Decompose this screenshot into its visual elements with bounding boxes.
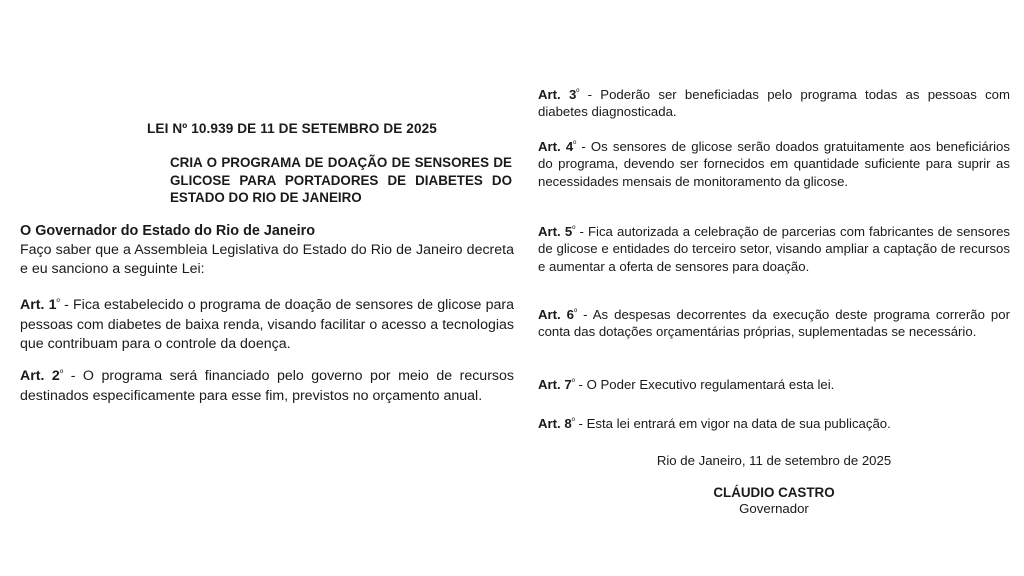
article-7: [538, 374, 1010, 393]
article-4-ordinal: º: [573, 139, 577, 149]
article-1-label: Art. 1: [20, 297, 57, 314]
article-1-text: - Fica estabelecido o programa de doação de sensores de glicose para pessoas com diabetes de baixa renda, visando facilitar o acesso a tecnologias que contribuam para o controle da doença.: [20, 297, 514, 353]
article-2-text: - O programa será financiado pelo governo por meio de recursos destinados especificamente para esse fim, previstos no orçamento anual.: [20, 368, 514, 404]
article-6: [538, 304, 1010, 341]
article-6-ordinal: º: [574, 307, 578, 317]
preamble-text: Faço saber que a Assembleia Legislativa do Estado do Rio de Janeiro decreta e eu sanciono a seguinte Lei:: [20, 242, 514, 277]
article-3-label: Art. 3: [538, 86, 577, 102]
article-2: [20, 364, 514, 406]
article-2-ordinal: º: [59, 368, 64, 378]
article-7-ordinal: º: [571, 377, 575, 387]
signatory-role: Governador: [739, 501, 809, 516]
article-6-label: Art. 6: [538, 306, 575, 322]
article-5-label: Art. 5: [538, 223, 573, 239]
article-3-text: - Poderão ser beneficiadas pelo programa todas as pessoas com diabetes diagnosticada.: [538, 86, 1010, 120]
article-8-text: - Esta lei entrará em vigor na data de sua publicação.: [574, 415, 891, 431]
article-4-label: Art. 4: [538, 138, 574, 154]
article-2-label: Art. 2: [20, 368, 60, 385]
article-4-text: - Os sensores de glicose serão doados gratuitamente aos beneficiários do programa, devendo ser fornecidos em quantidade suficiente para suprir as necessidades mensais de monitoramento da glicose.: [538, 138, 1010, 189]
place-date: Rio de Janeiro, 11 de setembro de 2025: [656, 453, 892, 468]
article-3-ordinal: º: [576, 87, 580, 97]
article-1: [20, 293, 514, 355]
law-number: LEI Nº 10.939 DE 11 DE SETEMBRO DE 2025: [147, 121, 437, 136]
article-1-ordinal: º: [56, 297, 60, 307]
article-3: [538, 84, 1010, 121]
article-7-label: Art. 7: [538, 376, 572, 392]
article-5-text: - Fica autorizada a celebração de parcerias com fabricantes de sensores de glicose e entidades do terceiro setor, visando ampliar a captação de recursos e aumentar a oferta de sensores para doação.: [538, 223, 1011, 274]
preamble-title: O Governador do Estado do Rio de Janeiro: [20, 223, 316, 239]
article-7-text: - O Poder Executivo regulamentará esta lei.: [574, 376, 835, 392]
article-4: [538, 136, 1010, 190]
article-8-ordinal: º: [571, 416, 575, 426]
law-summary: CRIA O PROGRAMA DE DOAÇÃO DE SENSORES DE GLICOSE PARA PORTADORES DE DIABETES DO ESTADO DO RIO DE JANEIRO: [170, 155, 512, 205]
article-5-ordinal: º: [572, 224, 576, 234]
article-8-label: Art. 8: [538, 415, 572, 431]
article-6-text: - As despesas decorrentes da execução deste programa correrão por conta das dotações orçamentárias próprias, suplementadas se necessário.: [538, 306, 1010, 340]
article-8: [538, 413, 1010, 432]
signatory-name: CLÁUDIO CASTRO: [713, 485, 835, 500]
article-5: [538, 221, 1010, 275]
